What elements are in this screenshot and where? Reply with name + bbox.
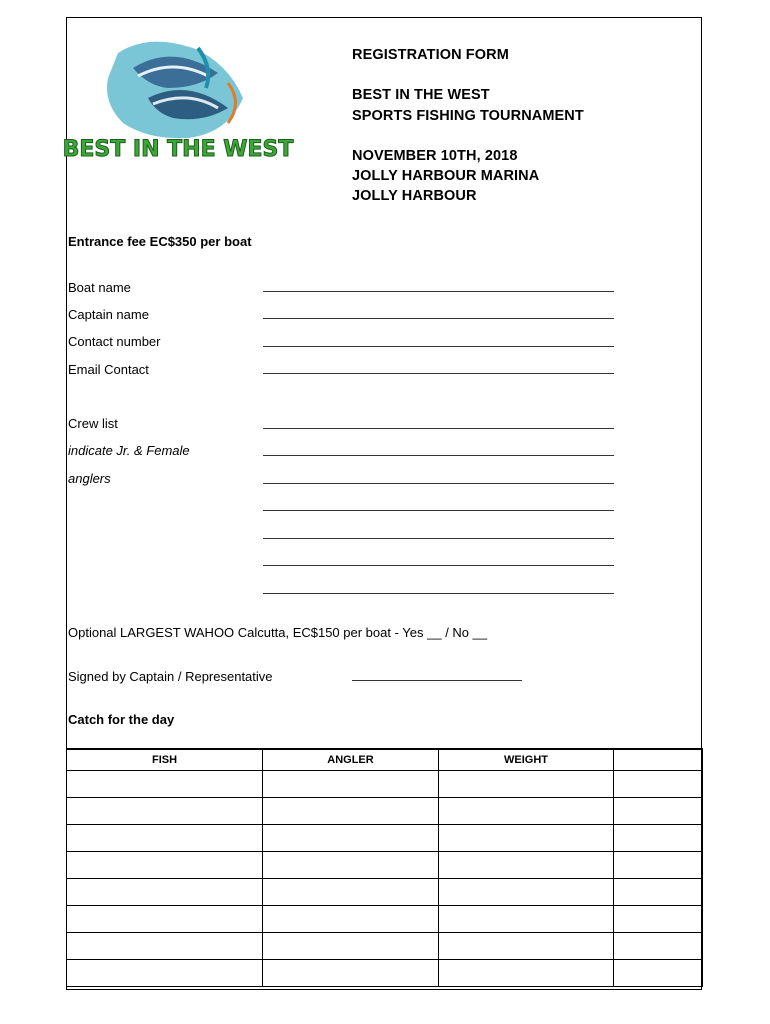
table-cell[interactable] — [439, 852, 614, 879]
crew-field[interactable] — [263, 538, 614, 539]
tournament-logo — [62, 28, 294, 168]
signature-label: Signed by Captain / Representative — [68, 669, 273, 684]
table-cell[interactable] — [263, 798, 439, 825]
catch-table — [66, 748, 703, 987]
event-area: JOLLY HARBOUR — [352, 188, 477, 204]
captain-name-label: Captain name — [68, 307, 149, 322]
crew-field[interactable] — [263, 593, 614, 594]
table-cell[interactable] — [439, 771, 614, 798]
table-cell[interactable] — [263, 879, 439, 906]
table-row — [67, 852, 703, 879]
boat-name-label: Boat name — [68, 280, 131, 295]
table-cell[interactable] — [263, 825, 439, 852]
crew-field[interactable] — [263, 565, 614, 566]
boat-name-field[interactable] — [263, 291, 614, 292]
crew-note-anglers: anglers — [68, 471, 111, 486]
table-cell[interactable] — [263, 906, 439, 933]
column-header-fish: FISH — [67, 749, 263, 771]
table-cell[interactable] — [67, 879, 263, 906]
table-row — [67, 906, 703, 933]
contact-number-field[interactable] — [263, 346, 614, 347]
table-cell[interactable] — [263, 852, 439, 879]
catch-table-header — [67, 749, 703, 771]
table-cell[interactable] — [614, 906, 703, 933]
tournament-type: SPORTS FISHING TOURNAMENT — [352, 108, 584, 124]
tournament-name: BEST IN THE WEST — [352, 87, 490, 103]
table-cell[interactable] — [439, 906, 614, 933]
column-header-blank — [614, 749, 703, 771]
table-cell[interactable] — [67, 960, 263, 987]
table-row — [67, 933, 703, 960]
signature-field[interactable] — [352, 680, 522, 681]
table-cell[interactable] — [67, 798, 263, 825]
table-cell[interactable] — [614, 771, 703, 798]
table-row — [67, 798, 703, 825]
table-cell[interactable] — [263, 771, 439, 798]
table-cell[interactable] — [263, 933, 439, 960]
event-location: JOLLY HARBOUR MARINA — [352, 168, 540, 184]
email-contact-field[interactable] — [263, 373, 614, 374]
table-cell[interactable] — [67, 771, 263, 798]
table-cell[interactable] — [614, 933, 703, 960]
column-header-weight: WEIGHT — [439, 749, 614, 771]
entrance-fee: Entrance fee EC$350 per boat — [68, 234, 252, 249]
table-cell[interactable] — [614, 852, 703, 879]
table-cell[interactable] — [263, 960, 439, 987]
table-row — [67, 879, 703, 906]
table-cell[interactable] — [439, 933, 614, 960]
table-cell[interactable] — [67, 852, 263, 879]
table-cell[interactable] — [67, 825, 263, 852]
form-title: REGISTRATION FORM — [352, 47, 509, 63]
table-cell[interactable] — [67, 933, 263, 960]
table-row — [67, 771, 703, 798]
crew-field[interactable] — [263, 483, 614, 484]
crew-note: indicate Jr. & Female — [68, 443, 190, 458]
captain-name-field[interactable] — [263, 318, 614, 319]
catch-title: Catch for the day — [68, 712, 175, 727]
contact-number-label: Contact number — [68, 334, 161, 349]
optional-calcutta: Optional LARGEST WAHOO Calcutta, EC$150 per boat - Yes __ / No __ — [68, 625, 488, 640]
crew-field[interactable] — [263, 510, 614, 511]
crew-list-label: Crew list — [68, 416, 118, 431]
crew-field[interactable] — [263, 428, 614, 429]
table-cell[interactable] — [614, 879, 703, 906]
table-cell[interactable] — [614, 798, 703, 825]
table-cell[interactable] — [439, 960, 614, 987]
table-cell[interactable] — [439, 879, 614, 906]
logo-text: BEST IN THE WEST — [62, 137, 294, 162]
table-cell[interactable] — [67, 906, 263, 933]
crew-field[interactable] — [263, 455, 614, 456]
table-cell[interactable] — [439, 798, 614, 825]
email-contact-label: Email Contact — [68, 362, 149, 377]
table-cell[interactable] — [614, 825, 703, 852]
event-date: NOVEMBER 10TH, 2018 — [352, 148, 518, 164]
table-cell[interactable] — [614, 960, 703, 987]
table-cell[interactable] — [439, 825, 614, 852]
table-row — [67, 825, 703, 852]
column-header-angler: ANGLER — [263, 749, 439, 771]
table-row — [67, 960, 703, 987]
